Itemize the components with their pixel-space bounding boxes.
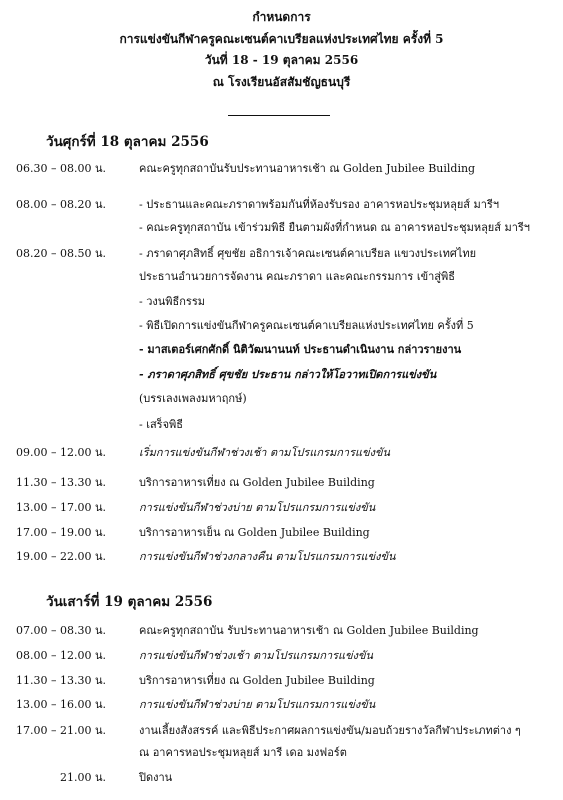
day1-time: 06.30 – 08.00 น. xyxy=(16,162,106,175)
day1-item: การแข่งขันกีฬาช่วงบ่าย ตามโปรแกรมการแข่งขัน xyxy=(139,501,376,514)
day1-item: - ภราดาศุภสิทธิ์ ศุขชัย ประธาน กล่าวให้โอวาทเปิดการแข่งขัน xyxy=(139,368,437,381)
day2-item: การแข่งขันกีฬาช่วงเช้า ตามโปรแกรมการแข่งขัน xyxy=(139,649,374,662)
day2-item: คณะครูทุกสถาบัน รับประทานอาหารเช้า ณ Golden Jubilee Building xyxy=(139,624,479,637)
day2-item: ปิดงาน xyxy=(139,771,173,784)
day1-item: เริ่มการแข่งขันกีฬาช่วงเช้า ตามโปรแกรมการแข่งขัน xyxy=(139,446,390,459)
day1-time: 08.20 – 08.50 น. xyxy=(16,247,106,260)
day2-item: งานเลี้ยงสังสรรค์ และพิธีประกาศผลการแข่งขัน/มอบถ้วยรางวัลกีฬาประเภทต่าง ๆ xyxy=(139,724,521,737)
day1-item: - ภราดาศุภสิทธิ์ ศุขชัย อธิการเจ้าคณะเซนต์คาเบรียล แขวงประเทศไทย xyxy=(139,247,477,260)
day1-item: - พิธีเปิดการแข่งขันกีฬาครูคณะเซนต์คาเบรียลแห่งประเทศไทย ครั้งที่ 5 xyxy=(139,319,474,332)
day1-heading: วันศุกร์ที่ 18 ตุลาคม 2556 xyxy=(46,134,209,150)
day1-item: - คณะครูทุกสถาบัน เข้าร่วมพิธี ยืนตามผังที่กำหนด ณ อาคารหอประชุมหลุยส์ มารีฯ xyxy=(139,221,530,234)
day2-time: 08.00 – 12.00 น. xyxy=(16,649,106,662)
day2-time: 21.00 น. xyxy=(60,771,107,784)
day1-time: 08.00 – 08.20 น. xyxy=(16,198,106,211)
day1-time: 17.00 – 19.00 น. xyxy=(16,526,106,539)
event-dates: วันที่ 18 - 19 ตุลาคม 2556 xyxy=(204,53,359,67)
day2-item: บริการอาหารเที่ยง ณ Golden Jubilee Building xyxy=(139,674,375,687)
event-venue: ณ โรงเรียนอัสสัมชัญธนบุรี xyxy=(212,75,351,89)
day1-time: 11.30 – 13.30 น. xyxy=(16,476,106,489)
day2-time: 13.00 – 16.00 น. xyxy=(16,698,106,711)
day1-item: - มาสเตอร์เศกศักดิ์ นิติวัฒนานนท์ ประธานดำเนินงาน กล่าวรายงาน xyxy=(139,343,462,356)
doc-title: กำหนดการ xyxy=(252,10,311,24)
day1-time: 19.00 – 22.00 น. xyxy=(16,550,106,563)
day2-time: 07.00 – 08.30 น. xyxy=(16,624,106,637)
day2-item: การแข่งขันกีฬาช่วงบ่าย ตามโปรแกรมการแข่งขัน xyxy=(139,698,376,711)
day2-heading: วันเสาร์ที่ 19 ตุลาคม 2556 xyxy=(46,594,213,610)
day1-time: 09.00 – 12.00 น. xyxy=(16,446,106,459)
day1-item: บริการอาหารเที่ยง ณ Golden Jubilee Building xyxy=(139,476,375,489)
day1-item: คณะครูทุกสถาบันรับประทานอาหารเช้า ณ Golden Jubilee Building xyxy=(139,162,476,175)
day1-item: การแข่งขันกีฬาช่วงกลางคืน ตามโปรแกรมการแข่งขัน xyxy=(139,550,396,563)
day1-time: 13.00 – 17.00 น. xyxy=(16,501,106,514)
day1-item: ประธานอำนวยการจัดงาน คณะภราดา และคณะกรรมการ เข้าสู่พิธี xyxy=(139,270,455,283)
day1-item: - วงนพิธีกรรม xyxy=(139,295,205,308)
day1-item: บริการอาหารเย็น ณ Golden Jubilee Building xyxy=(139,526,370,539)
day1-item: - ประธานและคณะภราดาพร้อมกันที่ห้องรับรอง อาคารหอประชุมหลุยส์ มารีฯ xyxy=(139,198,499,211)
event-name: การแข่งขันกีฬาครูคณะเซนต์คาเบรียลแห่งประเทศไทย ครั้งที่ 5 xyxy=(119,32,444,46)
day2-time: 17.00 – 21.00 น. xyxy=(16,724,106,737)
day2-item: ณ อาคารหอประชุมหลุยส์ มารี เดอ มงฟอร์ต xyxy=(139,746,347,759)
day1-item: - เสร็จพิธี xyxy=(139,418,184,431)
day2-time: 11.30 – 13.30 น. xyxy=(16,674,106,687)
header-divider xyxy=(228,115,330,116)
day1-item: (บรรเลงเพลงมหาฤกษ์) xyxy=(139,392,247,405)
